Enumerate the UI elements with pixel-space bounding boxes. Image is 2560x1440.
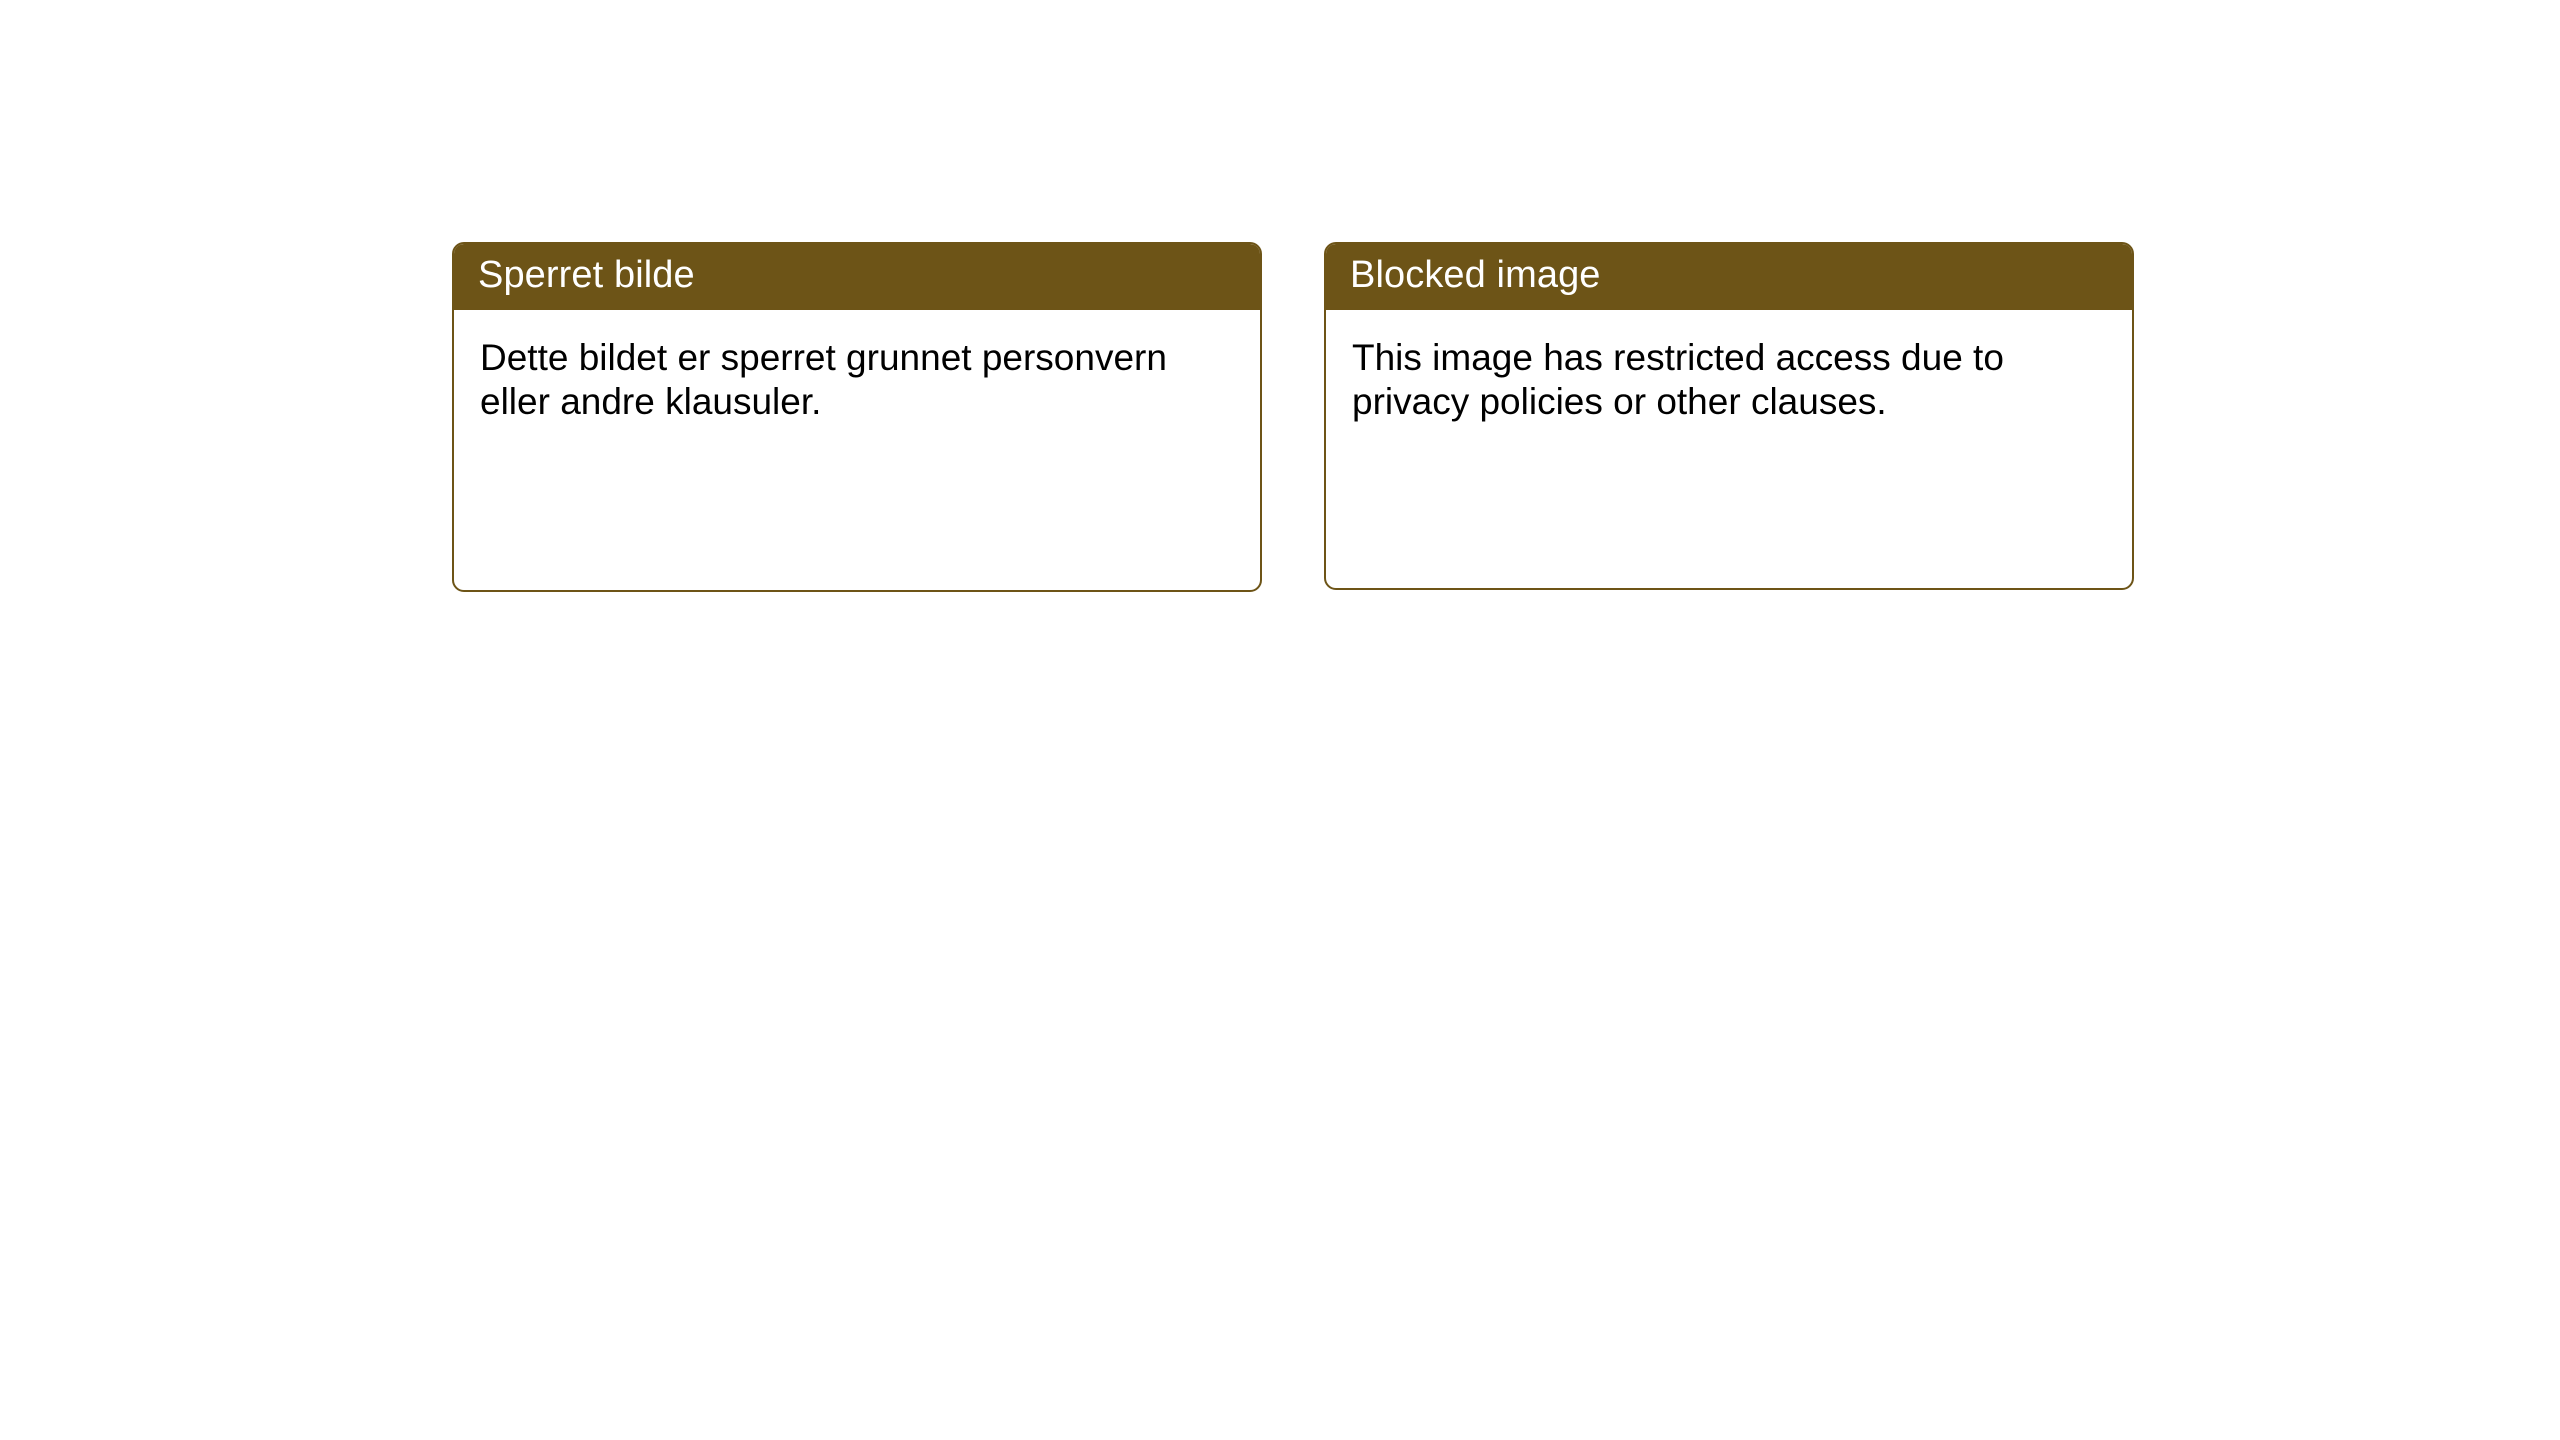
blocked-image-card-norwegian	[452, 242, 1262, 592]
blocked-image-body-norwegian	[454, 310, 1260, 590]
blocked-image-message-norwegian: Dette bildet er sperret grunnet personvern eller andre klausuler.	[480, 336, 1167, 422]
blocked-image-title-norwegian: Sperret bilde	[454, 244, 1260, 310]
blocked-image-body-english	[1326, 310, 2132, 588]
blocked-image-card-english	[1324, 242, 2134, 590]
blocked-image-notices	[452, 242, 2134, 592]
blocked-image-message-english: This image has restricted access due to privacy policies or other clauses.	[1352, 336, 2004, 422]
blocked-image-title-english: Blocked image	[1326, 244, 2132, 310]
